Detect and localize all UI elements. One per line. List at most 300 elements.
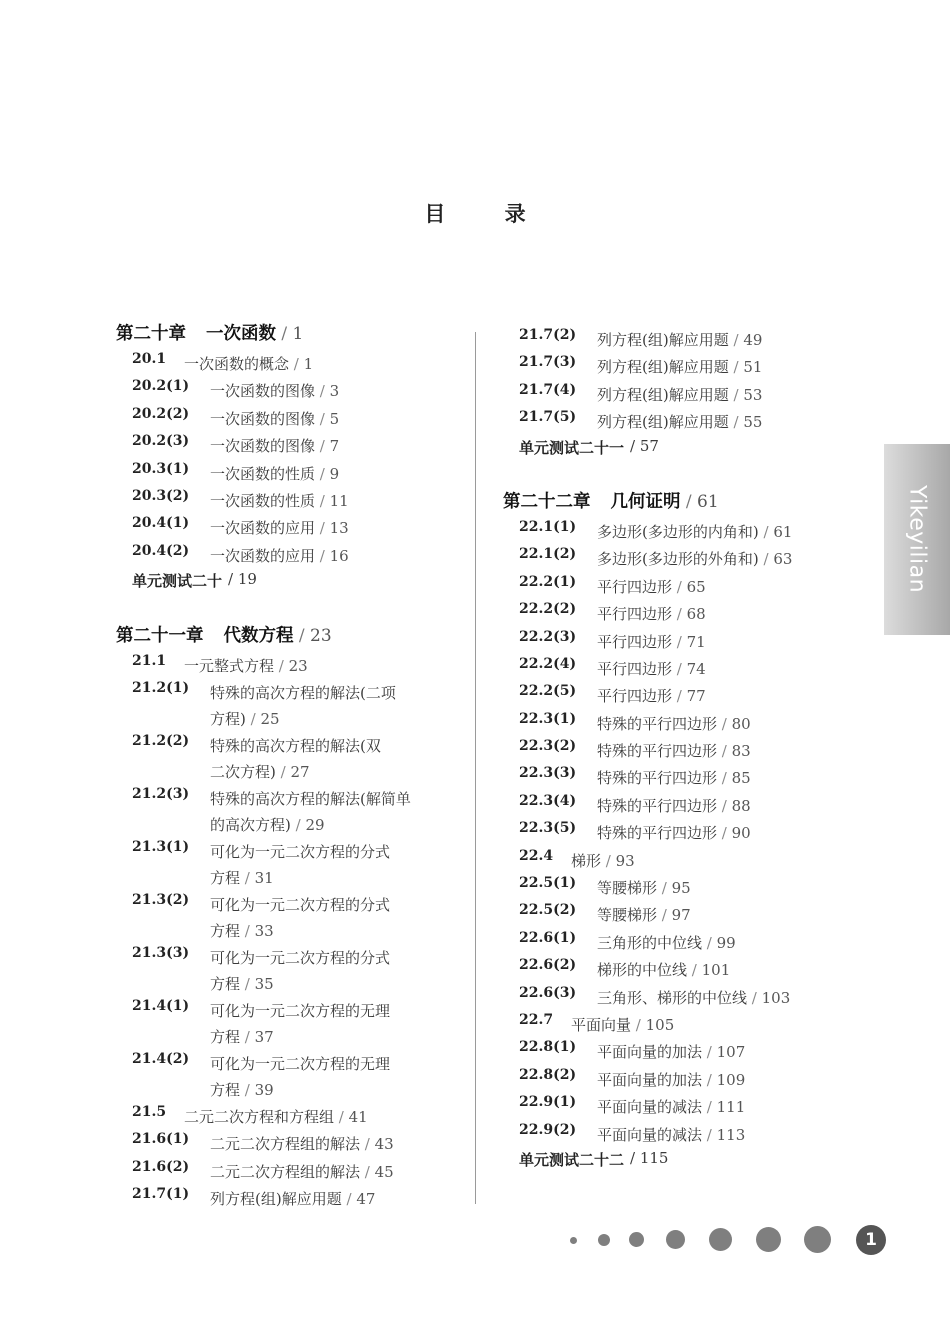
chapter-page: 1 [292, 324, 304, 344]
toc-entry [116, 402, 466, 429]
section-title: 可化为一元二次方程的分式 [210, 895, 391, 914]
section-number: 20.3(2) [132, 487, 190, 504]
toc-entry [503, 981, 863, 1008]
page-separator: / [672, 577, 687, 596]
toc-entry [116, 347, 466, 374]
toc-entry [503, 378, 863, 405]
section-title: 梯形 [571, 851, 602, 870]
section-number: 21.1 [132, 652, 167, 669]
page-separator: / [276, 324, 293, 344]
section-page: 23 [288, 656, 308, 675]
section-page: 61 [773, 522, 793, 541]
section-title-line [210, 488, 349, 514]
page-separator: / [290, 815, 306, 834]
chapter-number: 第二十章 [116, 324, 186, 344]
progress-dot [709, 1228, 732, 1251]
section-number: 22.9(2) [519, 1121, 577, 1138]
section-title-continued: 二次方程) [210, 762, 276, 781]
page-separator: / [758, 522, 774, 541]
page-separator: / [702, 1070, 717, 1089]
section-page: 113 [716, 1125, 746, 1144]
section-title-line [597, 1122, 745, 1148]
toc-entry [116, 994, 466, 1047]
section-title: 特殊的高次方程的解法(二项 [210, 683, 396, 702]
toc-entry [116, 429, 466, 456]
chapter-name: 几何证明 [610, 491, 681, 512]
section-title: 平面向量 [571, 1015, 632, 1034]
toc-entry [503, 844, 863, 871]
section-title: 列方程(组)解应用题 [597, 385, 729, 404]
side-tab-brand: Yikeyilian [904, 484, 930, 594]
page-separator: / [360, 1162, 375, 1181]
section-number: 20.4(2) [132, 542, 190, 559]
section-title: 平面向量的加法 [597, 1043, 703, 1062]
section-title-line [184, 351, 313, 377]
section-title: 平行四边形 [597, 632, 673, 651]
page-separator: / [672, 632, 687, 651]
section-page: 101 [701, 961, 731, 980]
section-title: 可化为一元二次方程的分式 [210, 842, 391, 861]
section-page: 83 [731, 742, 751, 761]
page-separator: / [747, 988, 762, 1007]
section-title: 一次函数的应用 [210, 546, 316, 565]
toc-entry [116, 782, 466, 835]
page-separator: / [315, 519, 330, 538]
section-title-line [597, 327, 762, 353]
section-number: 21.7(2) [519, 327, 577, 343]
section-number: 22.3(5) [519, 820, 577, 837]
chapter-name: 代数方程 [223, 625, 294, 646]
page-title: 目 录 [424, 202, 552, 226]
progress-dot [666, 1230, 685, 1249]
section-number: 22.5(2) [519, 902, 577, 919]
section-number: 21.4(1) [132, 997, 190, 1014]
toc-entry [116, 457, 466, 484]
section-title: 列方程(组)解应用题 [597, 358, 729, 377]
section-page: 39 [254, 1080, 274, 1099]
section-page: 43 [374, 1135, 394, 1154]
section-number: 22.5(1) [519, 875, 577, 892]
section-title-line [597, 1094, 745, 1120]
section-title: 一次函数的应用 [210, 519, 316, 538]
section-number: 21.6(2) [132, 1158, 190, 1175]
section-number: 21.4(2) [132, 1050, 190, 1067]
section-page: 99 [716, 933, 736, 952]
toc-entry [116, 835, 466, 888]
section-page: 35 [254, 974, 274, 993]
unit-test-entry [503, 433, 863, 460]
chapter-heading [116, 320, 466, 347]
section-page: 77 [686, 687, 706, 706]
toc-entry [503, 707, 863, 734]
section-title-line [597, 765, 751, 791]
section-number: 22.7 [519, 1011, 554, 1028]
section-title-line [210, 461, 339, 487]
chapter-number: 第二十一章 [116, 625, 204, 646]
section-title: 列方程(组)解应用题 [210, 1190, 342, 1209]
section-page: 25 [260, 709, 280, 728]
section-title-line [597, 902, 691, 928]
section-title-line [597, 409, 762, 435]
toc-entry [503, 926, 863, 953]
toc-entry [503, 542, 863, 569]
section-number: 22.3(1) [519, 710, 577, 727]
section-title: 三角形、梯形的中位线 [597, 988, 748, 1007]
section-title: 二元二次方程组的解法 [210, 1135, 361, 1154]
page-separator: / [315, 409, 330, 428]
page-separator: / [672, 659, 687, 678]
section-title-line [184, 653, 308, 679]
toc-entry [503, 515, 863, 542]
section-title-line [597, 820, 751, 846]
toc-entry [503, 350, 863, 377]
toc-entry [503, 1035, 863, 1062]
side-tab [884, 444, 950, 635]
unit-test-name: 单元测试二十 [132, 572, 223, 591]
toc-entry [503, 405, 863, 432]
section-page: 16 [329, 546, 349, 565]
toc-entry [503, 953, 863, 980]
section-number: 21.6(1) [132, 1131, 190, 1148]
page-separator: / [728, 358, 744, 377]
section-title: 特殊的高次方程的解法(双 [210, 736, 381, 755]
toc-right-column [503, 323, 863, 1172]
page-separator: / [228, 570, 238, 589]
section-page: 33 [254, 921, 274, 940]
section-page: 55 [743, 413, 763, 432]
chapter-page: 23 [310, 625, 332, 646]
section-title-continued: 方程 [210, 974, 241, 993]
toc-entry [503, 871, 863, 898]
toc-entry [116, 888, 466, 941]
section-number: 22.2(5) [519, 683, 577, 700]
section-title-line [597, 711, 751, 737]
toc-entry [116, 539, 466, 566]
section-page: 105 [645, 1015, 675, 1034]
section-number: 21.5 [132, 1103, 167, 1120]
toc-entry [503, 1090, 863, 1117]
toc-entry [116, 729, 466, 782]
unit-test-page: 19 [237, 570, 257, 589]
section-page: 71 [686, 632, 706, 651]
section-spacer [503, 460, 863, 488]
section-title-line [184, 1104, 368, 1130]
section-title: 平行四边形 [597, 605, 673, 624]
section-page: 3 [329, 382, 340, 401]
page-separator: / [657, 906, 672, 925]
page-separator: / [717, 824, 732, 843]
unit-test-name: 单元测试二十一 [519, 438, 625, 457]
section-number: 22.2(3) [519, 628, 577, 645]
section-page: 9 [329, 464, 340, 483]
section-title: 列方程(组)解应用题 [597, 413, 729, 432]
page-separator: / [240, 1027, 255, 1046]
section-title-line [597, 382, 762, 408]
section-title: 平面向量的减法 [597, 1125, 703, 1144]
section-title: 列方程(组)解应用题 [597, 331, 729, 349]
section-page: 7 [329, 437, 340, 456]
page-separator: / [680, 491, 698, 512]
toc-entry [503, 1008, 863, 1035]
toc-entry [503, 570, 863, 597]
section-page: 29 [305, 815, 325, 834]
section-title-line [597, 354, 762, 380]
section-title-continued: 方程 [210, 1027, 241, 1046]
section-title: 平行四边形 [597, 659, 673, 678]
section-number: 22.3(2) [519, 738, 577, 755]
page-separator: / [601, 851, 616, 870]
page-separator: / [630, 436, 640, 455]
section-title-line [571, 848, 635, 874]
section-page: 88 [731, 796, 751, 815]
toc-entry [503, 898, 863, 925]
toc-entry [503, 1118, 863, 1145]
section-number: 21.7(5) [519, 409, 577, 426]
progress-dot [570, 1237, 577, 1244]
section-title-continued: 方程 [210, 868, 241, 887]
section-number: 22.1(2) [519, 546, 577, 563]
toc-entry [503, 679, 863, 706]
toc-entry [503, 789, 863, 816]
section-page: 37 [254, 1027, 274, 1046]
page-separator: / [717, 796, 732, 815]
section-page: 107 [716, 1043, 746, 1062]
section-page: 51 [743, 358, 763, 377]
toc-entry [116, 676, 466, 729]
toc-entry [116, 649, 466, 676]
toc-entry [503, 761, 863, 788]
toc-entry [503, 816, 863, 843]
section-title-continued: 方程 [210, 1080, 241, 1099]
section-title: 一次函数的概念 [184, 355, 290, 373]
section-title: 平面向量的减法 [597, 1098, 703, 1117]
section-title-line [571, 1012, 674, 1038]
section-page: 27 [290, 762, 310, 781]
toc-entry [116, 941, 466, 994]
page-separator: / [274, 656, 289, 675]
section-title: 一次函数的图像 [210, 437, 316, 456]
section-number: 21.7(1) [132, 1186, 190, 1203]
page-separator: / [687, 961, 702, 980]
section-page: 31 [254, 868, 274, 887]
section-title-line [597, 738, 751, 764]
section-title: 特殊的平行四边形 [597, 796, 718, 815]
section-title-line [597, 1039, 745, 1065]
section-title: 可化为一元二次方程的无理 [210, 1054, 391, 1073]
section-title: 一次函数的性质 [210, 491, 316, 510]
section-number: 22.2(1) [519, 573, 577, 590]
section-page: 45 [374, 1162, 394, 1181]
page-separator: / [717, 742, 732, 761]
section-number: 22.9(1) [519, 1094, 577, 1111]
section-title-continued: 的高次方程) [210, 815, 291, 834]
page-separator: / [245, 709, 261, 728]
section-number: 22.8(1) [519, 1039, 577, 1056]
section-number: 22.3(3) [519, 765, 577, 782]
section-page: 80 [731, 714, 751, 733]
section-title-line [597, 656, 706, 682]
progress-dot [598, 1234, 610, 1246]
section-title-line [210, 543, 349, 569]
chapter-heading [116, 622, 466, 649]
chapter-name: 一次函数 [206, 324, 276, 344]
page-separator: / [672, 687, 687, 706]
toc-entry [503, 597, 863, 624]
page-separator: / [315, 382, 330, 401]
section-title: 特殊的高次方程的解法(解简单 [210, 789, 411, 808]
page-separator: / [631, 1015, 646, 1034]
toc-entry [116, 511, 466, 538]
section-title: 多边形(多边形的外角和) [597, 550, 759, 569]
section-title-line [210, 515, 349, 541]
section-number: 22.8(2) [519, 1066, 577, 1083]
section-title-line [597, 985, 790, 1011]
section-title-line [597, 519, 792, 545]
section-page: 93 [615, 851, 635, 870]
toc-entry [116, 374, 466, 401]
section-page: 63 [773, 550, 793, 569]
toc-entry [116, 1047, 466, 1100]
section-title: 特殊的平行四边形 [597, 824, 718, 843]
section-title-line [210, 1186, 375, 1212]
chapter-heading [503, 488, 863, 515]
section-page: 65 [686, 577, 706, 596]
toc-entry [116, 1100, 466, 1127]
section-title-line [597, 601, 706, 627]
section-title: 平面向量的加法 [597, 1070, 703, 1089]
unit-test-page-wrap [630, 1149, 668, 1167]
section-title: 一元整式方程 [184, 656, 275, 675]
page-separator: / [240, 921, 255, 940]
page-separator: / [672, 605, 687, 624]
toc-entry [503, 1063, 863, 1090]
unit-test-page-wrap [630, 437, 659, 455]
page-separator: / [717, 714, 732, 733]
section-title: 梯形的中位线 [597, 961, 688, 980]
section-title-line [597, 629, 706, 655]
page-separator: / [315, 437, 330, 456]
section-title-line [597, 875, 691, 901]
section-title: 多边形(多边形的内角和) [597, 522, 759, 541]
unit-test-page: 115 [639, 1148, 669, 1167]
toc-entry [503, 625, 863, 652]
section-page: 97 [671, 906, 691, 925]
page-separator: / [360, 1135, 375, 1154]
section-number: 21.3(3) [132, 944, 190, 961]
section-number: 21.3(2) [132, 891, 190, 908]
section-number: 20.2(3) [132, 433, 190, 450]
section-title: 特殊的平行四边形 [597, 714, 718, 733]
section-title-line [597, 793, 751, 819]
page-separator: / [657, 879, 672, 898]
section-number: 21.2(3) [132, 785, 190, 802]
toc-entry [116, 1182, 466, 1209]
page-separator: / [334, 1107, 349, 1126]
page-separator: / [728, 413, 744, 432]
page-separator: / [315, 491, 330, 510]
toc-entry [503, 734, 863, 761]
section-number: 20.2(2) [132, 405, 190, 422]
page-separator: / [341, 1190, 357, 1209]
section-number: 22.1(1) [519, 518, 577, 535]
section-page: 109 [716, 1070, 746, 1089]
section-title: 二元二次方程和方程组 [184, 1107, 335, 1126]
section-page: 41 [348, 1107, 368, 1126]
toc-entry [503, 323, 863, 350]
unit-test-entry [503, 1145, 863, 1172]
section-title-continued: 方程 [210, 921, 241, 940]
toc-entry [116, 484, 466, 511]
toc-entry [503, 652, 863, 679]
progress-dot [629, 1232, 644, 1247]
section-number: 22.6(3) [519, 984, 577, 1001]
section-title-line [210, 433, 339, 459]
unit-test-page: 57 [639, 436, 659, 455]
section-title-line [597, 546, 792, 572]
section-title-line [210, 406, 339, 432]
page-separator: / [240, 974, 255, 993]
toc-entry [116, 1127, 466, 1154]
section-title-line [597, 574, 706, 600]
page-separator: / [702, 1125, 717, 1144]
section-number: 22.2(4) [519, 655, 577, 672]
section-title: 等腰梯形 [597, 879, 658, 898]
section-number: 20.4(1) [132, 515, 190, 532]
section-number: 21.2(1) [132, 679, 190, 696]
section-page: 90 [731, 824, 751, 843]
section-number: 22.2(2) [519, 601, 577, 618]
page-separator: / [275, 762, 291, 781]
section-number: 22.3(4) [519, 792, 577, 809]
page-separator: / [289, 355, 304, 373]
page-separator: / [702, 1043, 717, 1062]
section-page: 68 [686, 605, 706, 624]
page-number: 1 [856, 1225, 886, 1255]
section-title: 可化为一元二次方程的分式 [210, 948, 391, 967]
toc-left-column [116, 320, 466, 1209]
section-title: 一次函数的性质 [210, 464, 316, 483]
section-page: 5 [329, 409, 340, 428]
page-separator: / [728, 331, 744, 349]
page-separator: / [717, 769, 732, 788]
section-number: 20.3(1) [132, 460, 190, 477]
page-separator: / [630, 1148, 640, 1167]
page-separator: / [315, 464, 330, 483]
section-number: 21.7(4) [519, 381, 577, 398]
page-separator: / [702, 1098, 717, 1117]
section-number: 22.4 [519, 847, 554, 864]
section-page: 13 [329, 519, 349, 538]
chapter-number: 第二十二章 [503, 491, 591, 512]
section-title-line [597, 683, 706, 709]
section-title: 三角形的中位线 [597, 933, 703, 952]
section-title: 可化为一元二次方程的无理 [210, 1001, 391, 1020]
toc-entry [116, 1155, 466, 1182]
page-separator: / [293, 625, 311, 646]
section-title: 平行四边形 [597, 577, 673, 596]
section-page: 103 [761, 988, 791, 1007]
page-separator: / [240, 868, 255, 887]
section-page: 47 [356, 1190, 376, 1209]
section-title-line [597, 957, 730, 983]
progress-dot [756, 1227, 781, 1252]
section-title: 一次函数的图像 [210, 382, 316, 401]
section-page: 49 [743, 331, 763, 349]
section-page: 11 [329, 491, 349, 510]
section-title-line [210, 1159, 394, 1185]
section-title-line [597, 930, 736, 956]
section-number: 22.6(2) [519, 957, 577, 974]
